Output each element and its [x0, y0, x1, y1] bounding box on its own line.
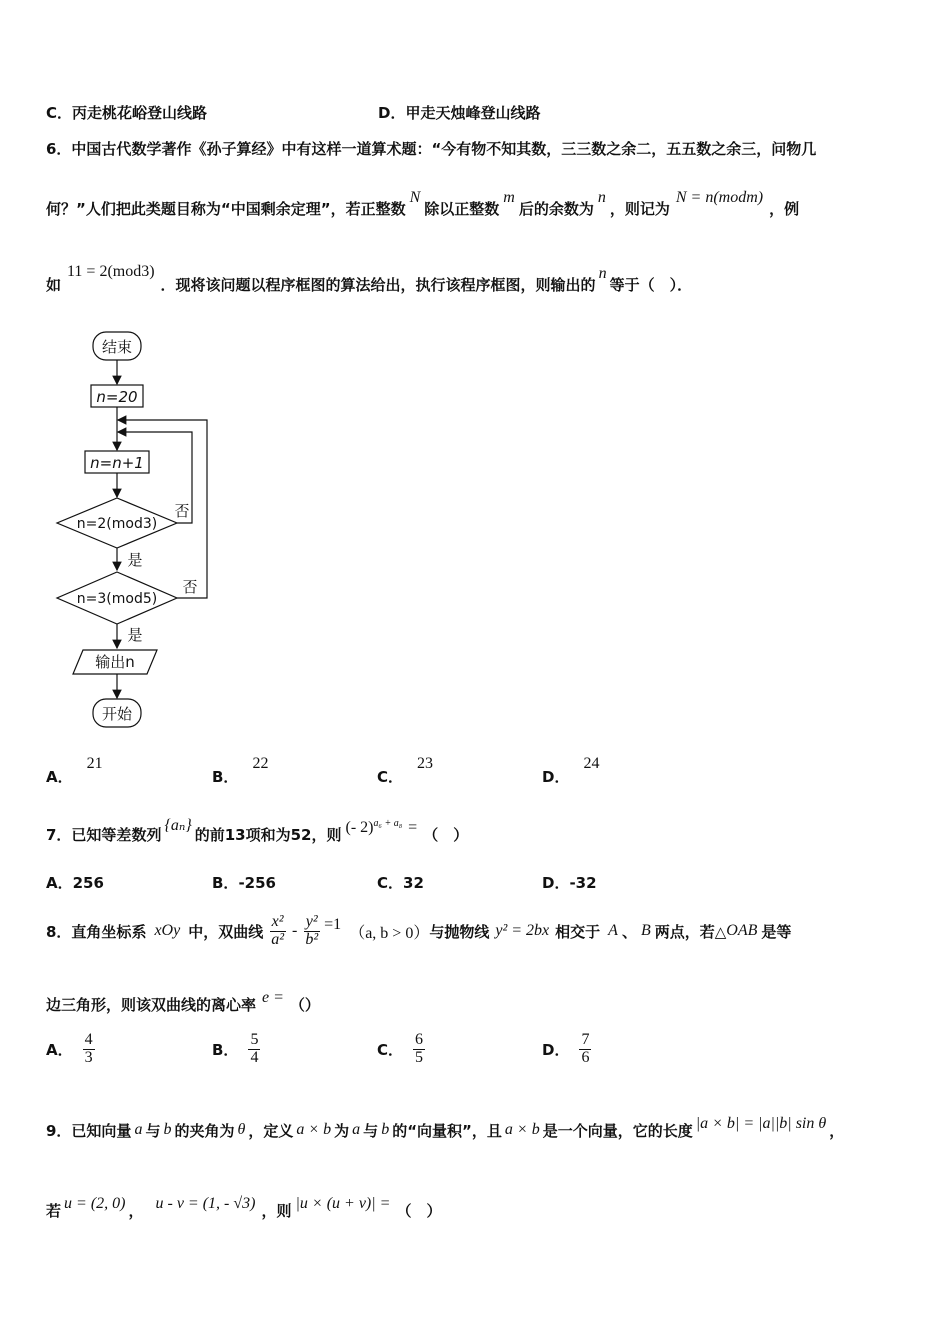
option-fraction — [248, 1032, 260, 1067]
math-sequence: {aₙ} — [164, 817, 192, 834]
q6-line-3 — [46, 260, 692, 300]
option-label: B． — [212, 1040, 239, 1059]
fraction-denominator: 5 — [415, 1048, 424, 1066]
q9-text: ，则 — [261, 1201, 292, 1220]
math-point-a: A — [608, 922, 618, 939]
q6-text: 何？”人们把此类题目称为“中国剩余定理”，若正整数 — [46, 200, 406, 218]
option-label: A． — [46, 1040, 73, 1059]
math-minus: - — [292, 922, 298, 939]
math-equals: = — [408, 819, 418, 836]
math-vector-a: a — [352, 1121, 361, 1138]
q6-text: 等于（ ）． — [609, 276, 693, 294]
math-vector-b: b — [381, 1121, 390, 1138]
q7-text: （ ） — [423, 826, 469, 844]
option-value: 24 — [583, 755, 600, 772]
q7-option-a — [46, 872, 104, 893]
q9-text: ， — [128, 1201, 144, 1220]
q7-stem — [46, 814, 468, 846]
q9-text: ， — [829, 1121, 845, 1140]
math-theta: θ — [237, 1121, 246, 1138]
q8-option-a — [46, 1024, 95, 1074]
flow-no-label-2: 否 — [182, 578, 198, 596]
q9-text: ，定义 — [248, 1121, 294, 1140]
q6-text: 后的余数为 — [518, 200, 594, 218]
q9-text: 为 — [334, 1121, 350, 1140]
math-N: N — [409, 189, 421, 206]
q8-text: （） — [289, 996, 320, 1014]
math-congruence-definition: N = n(modm) — [675, 189, 764, 206]
math-target-expression: |u × (u + v)| = — [295, 1195, 391, 1212]
q6-option-c — [377, 752, 434, 786]
option-fraction — [413, 1032, 425, 1067]
q9-text: 是一个向量，它的长度 — [542, 1121, 693, 1140]
option-value: 32 — [403, 874, 424, 892]
option-label: A． — [46, 768, 73, 786]
option-label: C． — [377, 768, 404, 786]
math-cross-product: a × b — [504, 1121, 540, 1138]
q7-option-d — [542, 872, 597, 893]
fraction-numerator: 7 — [581, 1030, 590, 1048]
q9-stem-line-1 — [46, 1110, 844, 1150]
q9-text: 的夹角为 — [174, 1121, 235, 1140]
flow-output-label: 输出n — [95, 653, 135, 671]
q7-text: 7．已知等差数列 — [46, 826, 162, 844]
q9-text: 9．已知向量 — [46, 1121, 132, 1140]
flow-no-label-1: 否 — [174, 502, 190, 520]
math-vector-a: a — [134, 1121, 143, 1138]
option-fraction — [579, 1032, 591, 1067]
q6-option-b — [212, 752, 269, 786]
q8-option-c — [377, 1024, 425, 1074]
q8-text: 相交于 — [555, 922, 601, 941]
q6-text: 如 — [46, 276, 62, 294]
option-label: D． — [542, 874, 570, 892]
option-value: 256 — [72, 874, 104, 892]
math-cross-product: a × b — [296, 1121, 332, 1138]
flow-cond2-label: n=3(mod5) — [76, 591, 158, 607]
fraction-numerator: x² — [271, 912, 284, 930]
q8-text: 8．直角坐标系 — [46, 922, 147, 941]
q5-option-c: C．丙走桃花峪登山线路 — [46, 104, 208, 122]
q6-text: ，则记为 — [609, 200, 670, 218]
flow-yes-label-1: 是 — [127, 551, 143, 569]
math-uv-definition: u - v = (1, - √3) — [155, 1195, 256, 1212]
option-label: B． — [212, 874, 239, 892]
option-value: 23 — [417, 755, 434, 772]
fraction-denominator: 4 — [250, 1048, 259, 1066]
q9-text: 若 — [46, 1201, 62, 1220]
flow-init-label: n=20 — [96, 388, 138, 406]
q8-text: 两点，若△ — [654, 922, 727, 941]
q8-stem-line-1 — [46, 906, 791, 956]
q8-text: 边三角形，则该双曲线的离心率 — [46, 996, 257, 1014]
option-label: A． — [46, 874, 73, 892]
option-value: 21 — [86, 755, 103, 772]
q8-option-b — [212, 1024, 260, 1074]
q6-option-d — [542, 752, 600, 786]
option-value: 22 — [252, 755, 269, 772]
q6-line-1: 6．中国古代数学著作《孙子算经》中有这样一道算术题：“今有物不知其数，三三数之余二，五五数之余三，问物几 — [46, 140, 817, 158]
math-u-definition: u = (2, 0) — [64, 1195, 126, 1212]
math-m: m — [503, 189, 515, 206]
math-eccentricity: e = — [262, 989, 284, 1006]
math-xoy: xOy — [154, 922, 181, 939]
q6-text: 除以正整数 — [424, 200, 500, 218]
math-base: (- 2) — [345, 819, 374, 836]
fraction-numerator: 5 — [250, 1030, 259, 1048]
q5-option-d: D．甲走天烛峰登山线路 — [378, 104, 541, 122]
q8-text: 中，双曲线 — [188, 922, 264, 941]
q7-option-b — [212, 872, 276, 893]
math-equals-one: =1 — [324, 916, 342, 933]
q8-text: 是等 — [761, 922, 792, 941]
math-cross-length: |a × b| = |a||b| sin θ — [695, 1115, 827, 1132]
math-vector-b: b — [163, 1121, 172, 1138]
math-condition: （a, b > 0） — [349, 924, 430, 942]
fraction-numerator: 4 — [84, 1030, 93, 1048]
fraction-numerator: y² — [305, 912, 318, 930]
q7-option-c — [377, 872, 424, 893]
math-parabola: y² = 2bx — [495, 922, 550, 939]
q9-text: 与 — [363, 1121, 379, 1140]
q6-line-2 — [46, 186, 799, 226]
option-label: D． — [542, 1040, 570, 1059]
fraction-numerator: 6 — [415, 1030, 424, 1048]
math-exponent: a₆ + a₈ — [373, 818, 403, 829]
fraction-denominator: 3 — [84, 1048, 93, 1066]
math-n: n — [597, 189, 606, 206]
option-label: C． — [377, 1040, 404, 1059]
math-n: n — [598, 265, 607, 282]
flow-loop-arrow-2 — [118, 420, 207, 598]
option-value: -32 — [569, 874, 597, 892]
flow-start-label: 开始 — [101, 705, 133, 723]
fraction-denominator: b² — [305, 930, 319, 948]
q9-text: 与 — [145, 1121, 161, 1140]
math-point-b: B — [640, 922, 651, 939]
math-fraction-y — [303, 914, 320, 949]
flow-end-label: 结束 — [101, 338, 133, 356]
option-label: B． — [212, 768, 239, 786]
option-value: -256 — [238, 874, 276, 892]
option-label: D． — [542, 768, 570, 786]
q8-text: 与抛物线 — [429, 922, 490, 941]
q9-text: （ ） — [396, 1201, 442, 1220]
q8-stem-line-2 — [46, 986, 320, 1016]
option-fraction — [83, 1032, 95, 1067]
q7-text: 的前13项和为52，则 — [194, 826, 342, 844]
math-congruence-example: 11 = 2(mod3) — [67, 263, 155, 280]
math-fraction-x — [269, 914, 286, 949]
fraction-denominator: a² — [271, 930, 285, 948]
math-triangle: OAB — [726, 922, 758, 939]
q8-option-d — [542, 1024, 591, 1074]
q8-text: 、 — [621, 922, 637, 941]
q9-text: 的“向量积”，且 — [392, 1121, 502, 1140]
flow-cond1-label: n=2(mod3) — [76, 516, 158, 532]
q9-stem-line-2 — [46, 1184, 441, 1224]
q6-option-a — [46, 752, 103, 786]
flowchart — [40, 320, 240, 740]
q6-text: ，例 — [769, 200, 800, 218]
flow-yes-label-2: 是 — [127, 626, 143, 644]
q6-text: ．现将该问题以程序框图的算法给出，执行该程序框图，则输出的 — [160, 276, 596, 294]
flow-incr-label: n=n+1 — [90, 454, 144, 472]
fraction-denominator: 6 — [581, 1048, 590, 1066]
option-label: C． — [377, 874, 404, 892]
